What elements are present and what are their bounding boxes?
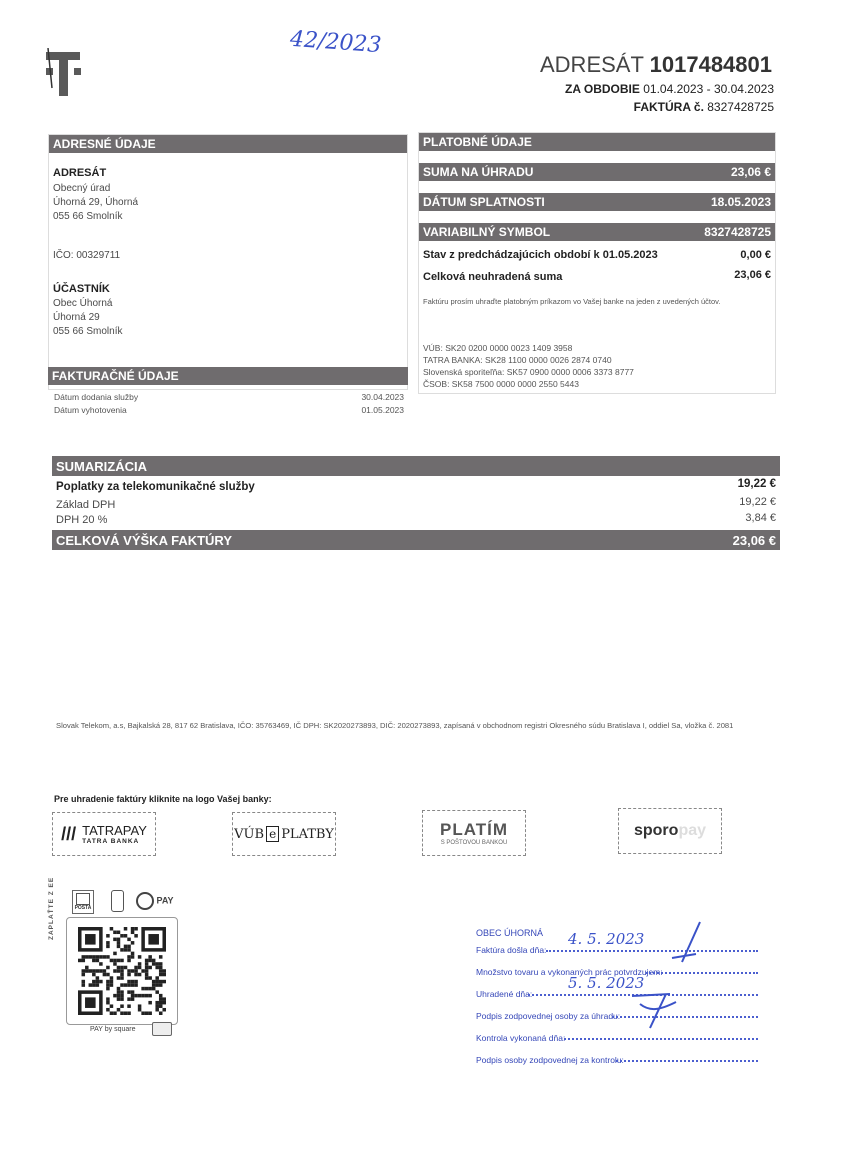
- addressee-header: [540, 52, 772, 78]
- address-section: [48, 134, 408, 390]
- unpaid-total-label: Celková neuhradená suma: [423, 271, 563, 283]
- qr-code-icon: [78, 927, 166, 1015]
- payment-section-title: PLATOBNÉ ÚDAJE: [419, 133, 775, 151]
- fees-label: Poplatky za telekomunikačné služby: [56, 481, 255, 493]
- sporo-pay-label: pay: [678, 822, 707, 839]
- summary-section-title: SUMARIZÁCIA: [52, 456, 780, 476]
- fees-value: 19,22 €: [737, 478, 776, 490]
- due-label: DÁTUM SPLATNOSTI: [423, 195, 545, 209]
- bank-account: ČSOB: SK58 7500 0000 0000 2550 5443: [423, 379, 579, 389]
- vat-base-value: 19,22 €: [739, 496, 776, 508]
- unpaid-total-value: 23,06 €: [734, 269, 771, 281]
- card-icon: [152, 1022, 172, 1036]
- stamp-label: Podpis zodpovednej osoby za úhradu:: [476, 1011, 621, 1021]
- total-label: CELKOVÁ VÝŠKA FAKTÚRY: [56, 533, 232, 548]
- qr-caption: PAY by square: [90, 1026, 136, 1033]
- qr-side-label: ZAPLAŤTE Z EE: [48, 876, 55, 940]
- vat-value: 3,84 €: [745, 512, 776, 524]
- platim-label: PLATÍM: [439, 820, 508, 839]
- posta-label: POŠTA: [74, 905, 92, 911]
- stamp-line: [476, 1028, 758, 1044]
- sporo-label: sporo: [633, 822, 679, 839]
- qr-frame: [66, 917, 178, 1025]
- addressee-label: ADRESÁT: [540, 52, 644, 77]
- tatrapay-label: TATRAPAY: [82, 823, 147, 838]
- variable-symbol-row: [419, 223, 775, 241]
- posta-icon: [72, 890, 94, 914]
- amount-label: SUMA NA ÚHRADU: [423, 165, 534, 179]
- platim-sublabel: S POŠTOVOU BANKOU: [440, 840, 508, 846]
- stamp-line: [476, 1050, 758, 1066]
- vub-label: VÚB: [234, 826, 265, 842]
- pay-icon: [136, 892, 174, 910]
- bank-prompt: Pre uhradenie faktúry kliknite na logo Vašej banky:: [54, 794, 272, 804]
- address-section-title: ADRESNÉ ÚDAJE: [49, 135, 407, 153]
- invoice-number: 8327428725: [707, 100, 774, 114]
- sporopay-button[interactable]: [618, 808, 722, 854]
- pay-label: PAY: [156, 895, 174, 906]
- period-value: 01.04.2023 - 30.04.2023: [643, 82, 774, 96]
- billing-section-title: FAKTURAČNÉ ÚDAJE: [48, 367, 408, 385]
- bank-account: VÚB: SK20 0200 0000 0023 1409 3958: [423, 343, 573, 353]
- platim-button[interactable]: [422, 810, 526, 856]
- amount-row: [419, 163, 775, 181]
- amount-value: 23,06 €: [730, 165, 771, 179]
- stamp-label: Uhradené dňa:: [476, 989, 533, 999]
- total-row: [52, 530, 780, 550]
- company-footer: Slovak Telekom, a.s, Bajkalská 28, 817 62 Bratislava, IČO: 35763469, IČ DPH: SK2020273893, DIČ: 2020273893, zapísaná v obchodnom registri Okresného súdu Bratislava I, oddiel Sa, vložka č. 2081: [56, 721, 734, 730]
- participant-line: Úhorná 29: [53, 312, 100, 323]
- billing-row-value: 01.05.2023: [361, 405, 404, 415]
- invoice-line: [634, 100, 774, 114]
- vub-eplatby-button[interactable]: [232, 812, 336, 856]
- bank-account: Slovenská sporiteľňa: SK57 0900 0000 0006 3373 8777: [423, 367, 634, 377]
- addressee-line: Obecný úrad: [53, 183, 111, 194]
- addressee-line: Úhorná 29, Úhorná: [53, 197, 139, 208]
- billing-row-value: 30.04.2023: [361, 392, 404, 402]
- previous-balance-value: 0,00 €: [740, 249, 771, 261]
- signature-icon: [660, 918, 720, 968]
- invoice-label: FAKTÚRA č.: [633, 100, 704, 114]
- addressee-line: 055 66 Smolník: [53, 211, 123, 222]
- stamp-line: [476, 974, 758, 1000]
- stamp-label: Kontrola vykonaná dňa:: [476, 1033, 566, 1043]
- billing-section: [48, 367, 408, 421]
- vat-base-label: Základ DPH: [56, 499, 116, 511]
- due-row: [419, 193, 775, 211]
- period-line: [565, 82, 774, 96]
- summary-section: [52, 456, 780, 552]
- signature-icon: [620, 982, 690, 1032]
- tatrapay-sublabel: TATRA BANKA: [82, 838, 140, 845]
- participant-line: Obec Úhorná: [53, 298, 113, 309]
- period-label: ZA OBDOBIE: [564, 82, 640, 96]
- due-value: 18.05.2023: [710, 195, 771, 209]
- billing-row-label: Dátum dodania služby: [54, 392, 139, 402]
- stamp-label: Podpis osoby zodpovednej za kontrolu:: [476, 1055, 624, 1065]
- tatrapay-icon: ///: [61, 823, 77, 844]
- handwritten-reference: 42/2023: [289, 26, 383, 59]
- handwritten-date: 5. 5. 2023: [568, 974, 645, 992]
- vub-e-label: e: [266, 826, 279, 842]
- stamp-label: Množstvo tovaru a vykonaných prác potvrdzujem:: [476, 967, 663, 977]
- billing-row-label: Dátum vyhotovenia: [54, 405, 127, 415]
- handwritten-date: 4. 5. 2023: [568, 930, 645, 948]
- variable-symbol-label: VARIABILNÝ SYMBOL: [423, 225, 551, 239]
- telekom-logo-icon: [46, 48, 86, 100]
- vub-platby-label: PLATBY: [281, 826, 334, 842]
- stamp-line: [476, 1006, 758, 1022]
- phone-icon: [111, 890, 124, 912]
- addressee-heading: ADRESÁT: [53, 167, 107, 179]
- vat-label: DPH 20 %: [56, 514, 108, 526]
- addressee-number: 1017484801: [649, 52, 772, 77]
- previous-balance-label: Stav z predchádzajúcich období k 01.05.2023: [423, 249, 658, 261]
- total-value: 23,06 €: [732, 533, 776, 548]
- payment-note: Faktúru prosím uhraďte platobným príkazom vo Vašej banke na jeden z uvedených účtov.: [423, 297, 721, 306]
- participant-line: 055 66 Smolník: [53, 326, 123, 337]
- ico-number: IČO: 00329711: [53, 250, 121, 261]
- payment-section: [418, 132, 776, 394]
- stamp-label: Faktúra došla dňa:: [476, 945, 547, 955]
- bank-account: TATRA BANKA: SK28 1100 0000 0026 2874 0740: [423, 355, 612, 365]
- participant-heading: ÚČASTNÍK: [53, 283, 110, 295]
- variable-symbol-value: 8327428725: [704, 225, 771, 239]
- tatrapay-button[interactable]: [52, 812, 156, 856]
- stamp-org: OBEC ÚHORNÁ: [476, 928, 544, 938]
